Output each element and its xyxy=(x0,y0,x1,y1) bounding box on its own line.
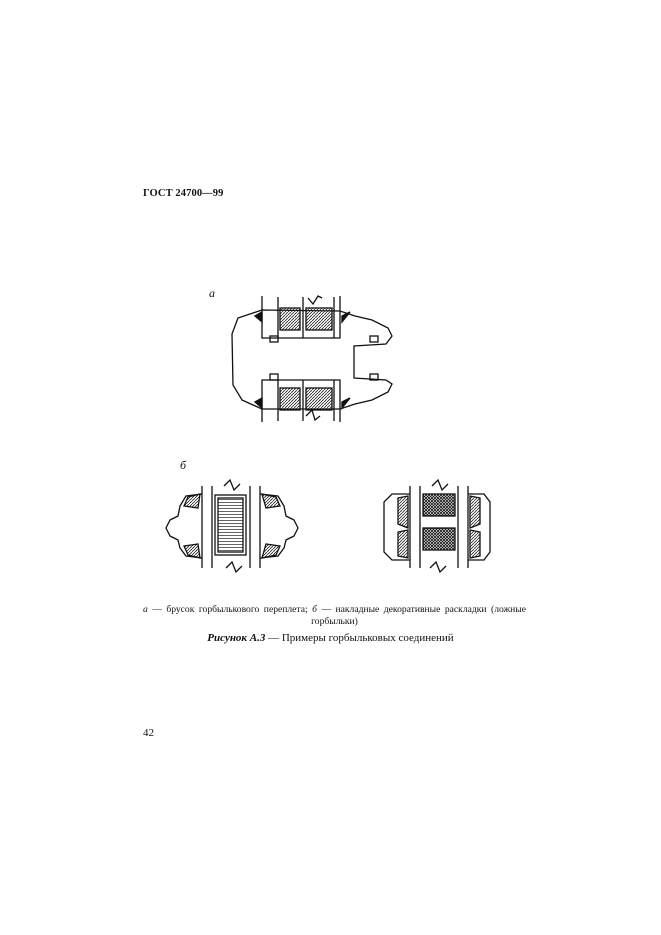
figure-caption xyxy=(143,604,526,628)
caption-text-b: — накладные декоративные раскладки (ложные горбыльки) xyxy=(311,604,527,627)
figure-label-b: б xyxy=(180,458,187,472)
caption-mark-b: б xyxy=(312,604,317,615)
drawing-b-left-overlay xyxy=(166,480,298,572)
caption-mark-a: а xyxy=(143,604,148,615)
figure-title xyxy=(0,632,661,644)
figure-label-a: а xyxy=(209,286,215,300)
page-header: ГОСТ 24700—99 xyxy=(143,188,224,199)
drawing-b-right-overlay xyxy=(384,480,490,572)
drawing-a-glazing-bar xyxy=(232,296,392,422)
caption-text-a: — брусок горбылькового переплета; xyxy=(152,604,308,615)
page-number: 42 xyxy=(143,727,154,739)
figure-title-label: Рисунок А.3 xyxy=(207,632,266,644)
figure-title-text: — Примеры горбыльковых соединений xyxy=(265,632,454,644)
